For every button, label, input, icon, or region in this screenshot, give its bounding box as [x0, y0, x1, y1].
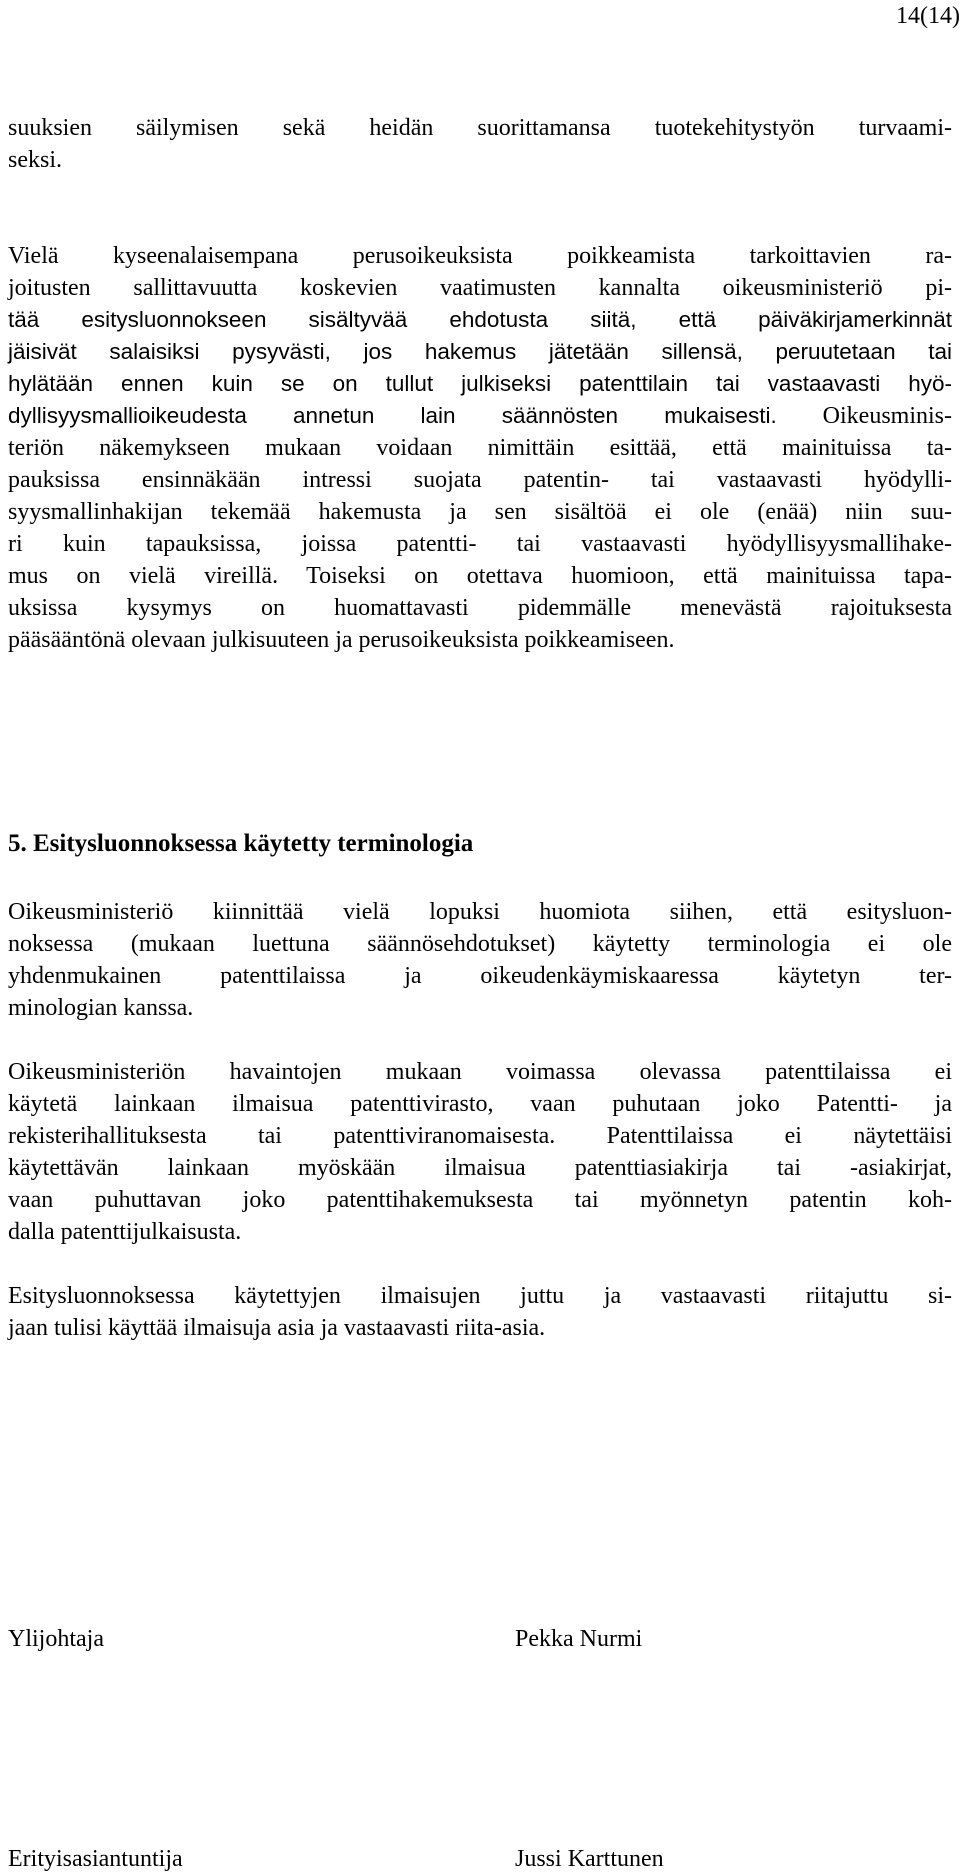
text-line: yhdenmukainen patenttilaissa ja oikeudenkäymiskaaressa käytetyn ter-	[8, 963, 952, 989]
text-segment: dyllisyysmallioikeudesta annetun lain säännösten mukaisesti.	[8, 403, 777, 428]
text-segment: mus on vielä vireillä.	[8, 563, 279, 589]
text-line: teriön näkemykseen mukaan voidaan nimittäin esittää, että mainituissa ta-	[8, 435, 952, 461]
text-segment: Oikeusminis-	[822, 403, 952, 429]
text-line: suuksien säilymisen sekä heidän suorittamansa tuotekehitystyön turvaami-	[8, 115, 952, 141]
signature-name-1: Pekka Nurmi	[515, 1626, 643, 1652]
text-line: noksessa (mukaan luettuna säännösehdotukset) käytetty terminologia ei ole	[8, 931, 952, 957]
page-number: 14(14)	[896, 3, 960, 29]
signature-name-2: Jussi Karttunen	[515, 1846, 664, 1872]
signature-title-1: Ylijohtaja	[8, 1626, 104, 1652]
text-line: jäisivät salaisiksi pysyvästi, jos hakemus jätetään sillensä, peruutetaan tai	[8, 339, 952, 364]
text-line: Vielä kyseenalaisempana perusoikeuksista poikkeamista tarkoittavien ra-	[8, 243, 952, 269]
text-line: dalla patenttijulkaisusta.	[8, 1219, 242, 1245]
text-line	[8, 304, 952, 336]
section-heading: 5. Esitysluonnoksessa käytetty terminologia	[8, 830, 474, 857]
text-line: käytettävän lainkaan myöskään ilmaisua patenttiasiakirja tai -asiakirjat,	[8, 1155, 952, 1181]
text-line: pääsääntönä olevaan julkisuuteen ja perusoikeuksista poikkeamiseen.	[8, 627, 675, 653]
text-line: pauksissa ensinnäkään intressi suojata patentin- tai vastaavasti hyödylli-	[8, 467, 952, 493]
text-line: syysmallinhakijan tekemää hakemusta ja sen sisältöä ei ole (enää) niin suu-	[8, 499, 952, 525]
text-line	[8, 560, 952, 592]
text-line: Esitysluonnoksessa käytettyjen ilmaisujen juttu ja vastaavasti riitajuttu si-	[8, 1283, 952, 1309]
paragraph-1	[8, 112, 952, 176]
text-line: hylätään ennen kuin se on tullut julkiseksi patenttilain tai vastaavasti hyö-	[8, 371, 952, 396]
text-line: vaan puhuttavan joko patenttihakemuksesta tai myönnetyn patentin koh-	[8, 1187, 952, 1213]
paragraph-4	[8, 1056, 952, 1248]
text-line: käytetä lainkaan ilmaisua patenttivirasto, vaan puhutaan joko Patentti- ja	[8, 1091, 952, 1117]
paragraph-5	[8, 1280, 952, 1344]
text-line: joitusten sallittavuutta koskevien vaatimusten kannalta oikeusministeriö pi-	[8, 275, 952, 301]
text-line: minologian kanssa.	[8, 995, 194, 1021]
text-line	[8, 400, 952, 432]
text-line: seksi.	[8, 147, 62, 173]
text-segment: Toiseksi on otettava huomioon, että mainituissa tapa-	[306, 563, 952, 589]
paragraph-3	[8, 896, 952, 1024]
text-line: Oikeusministeriö kiinnittää vielä lopuksi huomiota siihen, että esitysluon-	[8, 899, 952, 925]
text-line: uksissa kysymys on huomattavasti pidemmälle menevästä rajoituksesta	[8, 595, 952, 621]
text-line: ri kuin tapauksissa, joissa patentti- tai vastaavasti hyödyllisyysmallihake-	[8, 531, 952, 557]
signature-title-2: Erityisasiantuntija	[8, 1846, 183, 1872]
text-line: Oikeusministeriön havaintojen mukaan voimassa olevassa patenttilaissa ei	[8, 1059, 952, 1085]
text-line: jaan tulisi käyttää ilmaisuja asia ja vastaavasti riita-asia.	[8, 1315, 546, 1341]
text-segment: tää esitysluonnokseen sisältyvää ehdotusta siitä, että päiväkirjamerkinnät	[8, 307, 952, 332]
text-line: rekisterihallituksesta tai patenttiviranomaisesta. Patenttilaissa ei näytettäisi	[8, 1123, 952, 1149]
paragraph-2	[8, 240, 952, 656]
